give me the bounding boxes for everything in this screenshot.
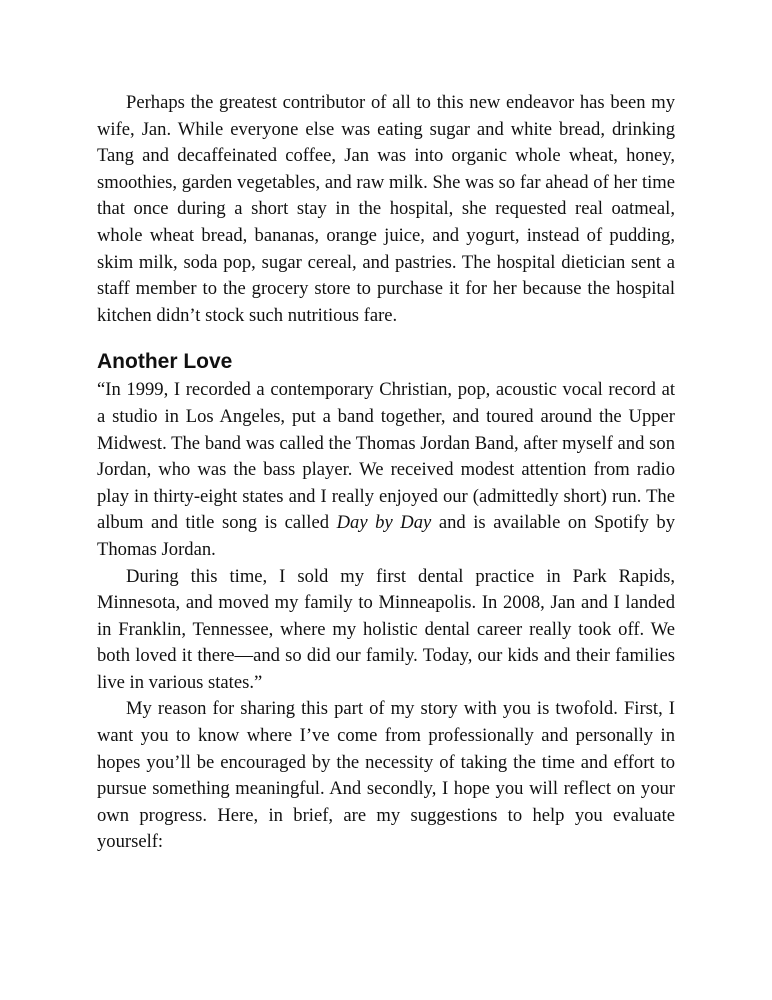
album-title: Day by Day — [336, 512, 432, 534]
paragraph-band-text-start: “In 1999, I recorded a contemporary Christian, pop, acoustic vocal record at a studio in Los Angeles, put a band together, and toured around the Upper Midwest. The band was called the Thomas Jordan Band, after myself and son Jordan, who was the bass player. We received modest attention from radio play in thirty-eight states and I really enjoyed our (admittedly short) run. The album and title song is called — [97, 379, 675, 534]
paragraph-jan: Perhaps the greatest contributor of all to this new endeavor has been my wife, Jan. While everyone else was eating sugar and white bread, drinking Tang and decaffeinated coffee, Jan was into organic whole wheat, honey, smoothies, garden vegetables, and raw milk. She was so far ahead of her time that once during a short stay in the hospital, she requested real oatmeal, whole wheat bread, bananas, orange juice, and yogurt, instead of pudding, skim milk, soda pop, sugar cereal, and pastries. The hospital dietician sent a staff member to the grocery store to purchase it for her because the hospital kitchen didn’t stock such nutritious fare. — [97, 92, 675, 326]
paragraph-practice: During this time, I sold my first dental practice in Park Rapids, Minnesota, and moved my family to Minneapolis. In 2008, Jan and I landed in Franklin, Tennessee, where my holistic dental career really took off. We both loved it there—and so did our family. Today, our kids and their families live in various states.” — [97, 565, 675, 693]
paragraph-reason: My reason for sharing this part of my story with you is twofold. First, I want you to know where I’ve come from professionally and personally in hopes you’ll be encouraged by the necessity of taking the time and effort to pursue something meaningful. And secondly, I hope you will reflect on your own progress. Here, in brief, are my suggestions to help you evaluate yourself: — [97, 698, 675, 853]
paragraph-band — [97, 377, 675, 563]
page-body — [97, 90, 675, 856]
section-heading: Another Love — [97, 350, 233, 374]
paragraph-band-text-end: and is available on Spotify by Thomas Jordan. — [97, 512, 676, 560]
